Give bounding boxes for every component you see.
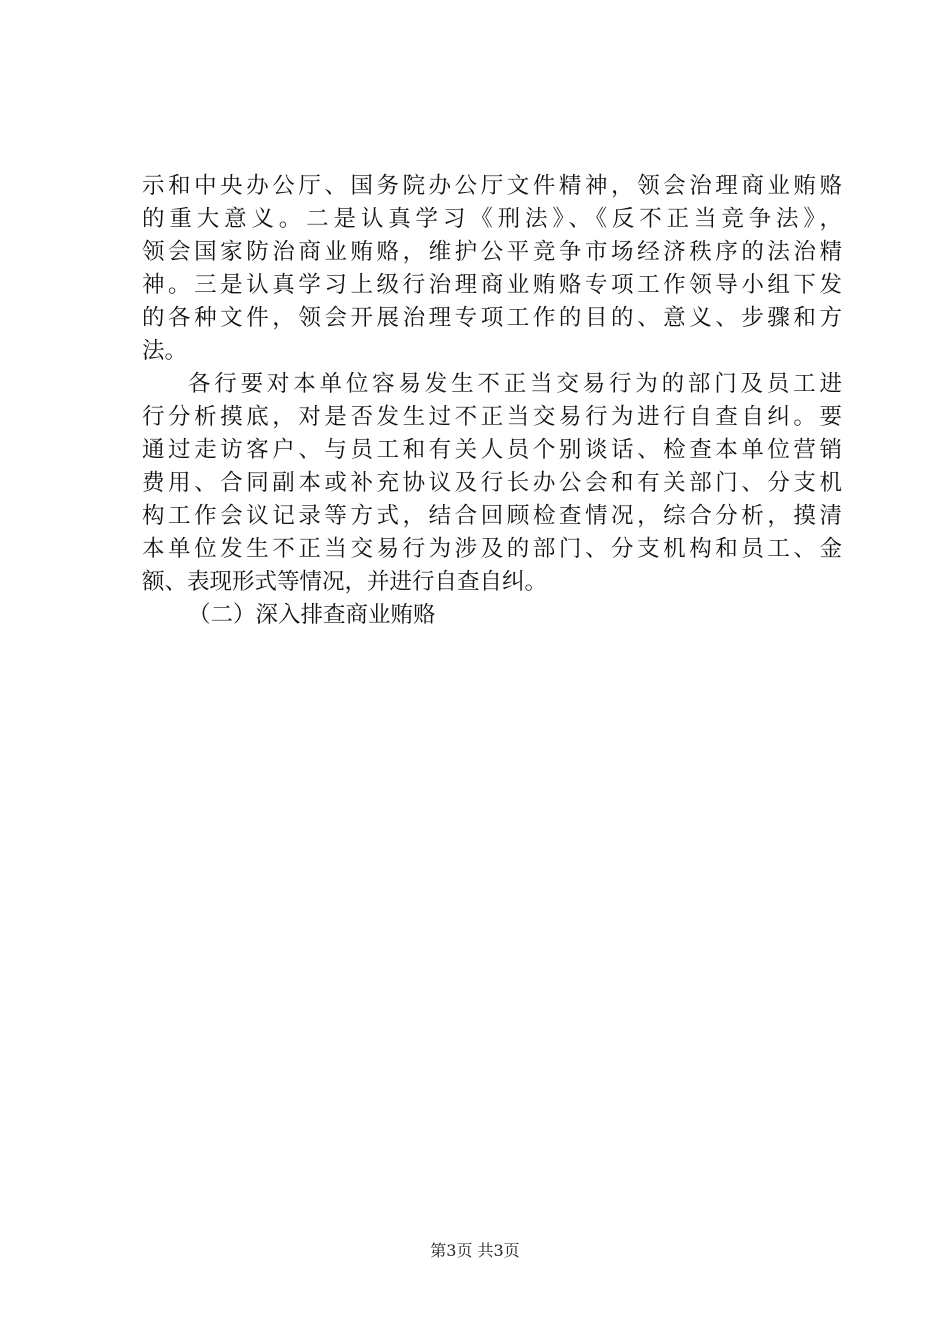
page-footer	[0, 1240, 950, 1262]
paragraph-2-line-2: 行分析摸底，对是否发生过不正当交易行为进行自查自纠。要	[142, 404, 842, 430]
document-body	[142, 170, 842, 632]
paragraph-2-line-1: 各行要对本单位容易发生不正当交易行为的部门及员工进	[188, 371, 842, 397]
section-heading: （二）深入排查商业贿赂	[188, 602, 436, 628]
paragraph-2-line-4: 费用、合同副本或补充协议及行长办公会和有关部门、分支机	[142, 470, 842, 496]
paragraph-1-line-6: 法。	[142, 338, 188, 364]
paragraph-2-line-5: 构工作会议记录等方式，结合回顾检查情况，综合分析，摸清	[142, 503, 842, 529]
paragraph-1-line-3: 领会国家防治商业贿赂，维护公平竞争市场经济秩序的法治精	[142, 239, 842, 265]
paragraph-1-line-2: 的重大意义。二是认真学习《刑法》、《反不正当竞争法》，	[142, 206, 842, 232]
paragraph-1-line-4: 神。三是认真学习上级行治理商业贿赂专项工作领导小组下发	[142, 272, 842, 298]
page-number: 第3页 共3页	[430, 1241, 520, 1260]
paragraph-1-line-1: 示和中央办公厅、国务院办公厅文件精神，领会治理商业贿赂	[142, 173, 842, 199]
paragraph-2-line-3: 通过走访客户、与员工和有关人员个别谈话、检查本单位营销	[142, 437, 842, 463]
paragraph-2-line-6: 本单位发生不正当交易行为涉及的部门、分支机构和员工、金	[142, 536, 842, 562]
paragraph-2-line-7: 额、表现形式等情况，并进行自查自纠。	[142, 569, 548, 595]
paragraph-1-line-5: 的各种文件，领会开展治理专项工作的目的、意义、步骤和方	[142, 305, 842, 331]
